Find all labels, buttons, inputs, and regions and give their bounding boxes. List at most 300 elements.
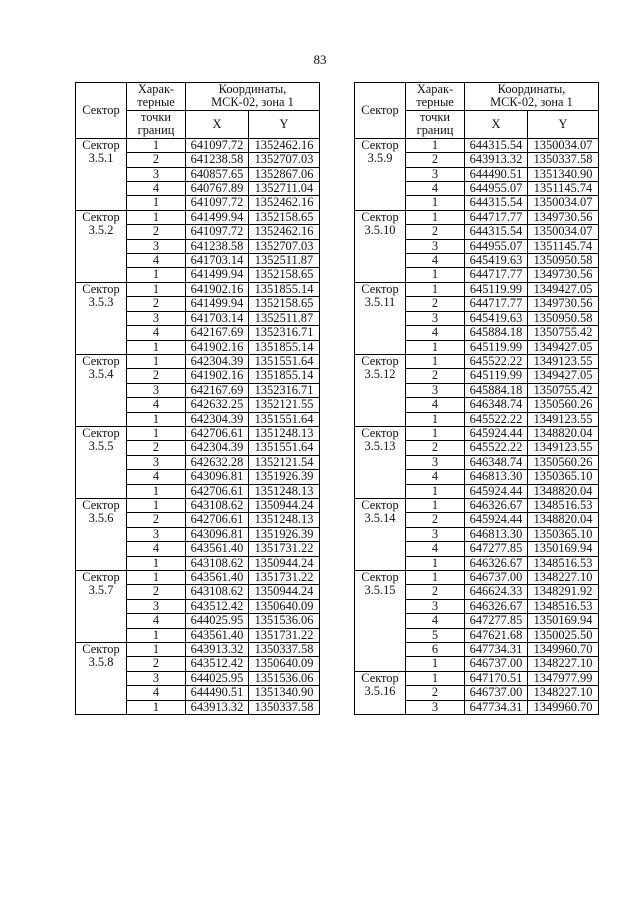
point-number: 1: [406, 412, 465, 426]
coord-x: 641238.58: [186, 239, 249, 253]
coord-y: 1351248.13: [249, 513, 320, 527]
header-points: [127, 83, 186, 111]
coord-y: 1351855.14: [249, 340, 320, 354]
table-row: [76, 210, 320, 224]
coord-x: 640857.65: [186, 167, 249, 181]
point-number: 3: [127, 599, 186, 613]
point-number: 1: [406, 282, 465, 296]
header-points-cont: [406, 110, 465, 138]
header-points: [406, 83, 465, 111]
sector-number: 3.5.8: [88, 655, 114, 670]
header-points-line4: границ: [416, 123, 454, 138]
header-x: X: [186, 110, 249, 138]
coord-y: 1348820.04: [528, 426, 599, 440]
table-row: [355, 138, 599, 152]
point-number: 3: [127, 671, 186, 685]
point-number: 4: [127, 686, 186, 700]
sector-word: Сектор: [361, 209, 399, 224]
sector-word: Сектор: [82, 209, 120, 224]
coord-y: 1351248.13: [249, 426, 320, 440]
coord-x: 645119.99: [465, 340, 528, 354]
sector-word: Сектор: [82, 497, 120, 512]
coord-x: 641499.94: [186, 297, 249, 311]
coord-y: 1350944.24: [249, 498, 320, 512]
point-number: 1: [406, 268, 465, 282]
point-number: 4: [406, 614, 465, 628]
coord-x: 645884.18: [465, 326, 528, 340]
coord-y: 1352511.87: [249, 254, 320, 268]
point-number: 2: [127, 369, 186, 383]
coord-y: 1350025.50: [528, 628, 599, 642]
coord-y: 1350034.07: [528, 196, 599, 210]
sector-cell: [76, 571, 127, 643]
sector-cell: [355, 426, 406, 498]
coord-y: 1351855.14: [249, 282, 320, 296]
table-row: [76, 498, 320, 512]
coord-x: 642706.61: [186, 513, 249, 527]
header-y: Y: [528, 110, 599, 138]
table-row: [76, 138, 320, 152]
header-coords: [186, 83, 320, 111]
coord-y: 1350950.58: [528, 311, 599, 325]
coord-y: 1350640.09: [249, 657, 320, 671]
coord-x: 646326.67: [465, 498, 528, 512]
table-row: [355, 498, 599, 512]
point-number: 4: [406, 326, 465, 340]
point-number: 3: [406, 700, 465, 714]
coord-x: 643096.81: [186, 527, 249, 541]
point-number: 4: [406, 398, 465, 412]
coord-x: 645419.63: [465, 254, 528, 268]
coord-y: 1349427.05: [528, 282, 599, 296]
sector-number: 3.5.9: [367, 151, 393, 166]
sector-cell: [76, 210, 127, 282]
coord-y: 1351248.13: [249, 484, 320, 498]
coord-y: 1350950.58: [528, 254, 599, 268]
point-number: 1: [406, 138, 465, 152]
table-body-left: [76, 138, 320, 714]
sector-number: 3.5.13: [364, 439, 396, 454]
coord-x: 641703.14: [186, 311, 249, 325]
sector-word: Сектор: [82, 137, 120, 152]
coord-y: 1350640.09: [249, 599, 320, 613]
sector-word: Сектор: [361, 137, 399, 152]
sector-number: 3.5.4: [88, 367, 114, 382]
coord-y: 1351551.64: [249, 412, 320, 426]
coord-x: 646737.00: [465, 686, 528, 700]
point-number: 3: [406, 527, 465, 541]
point-number: 1: [127, 643, 186, 657]
coord-x: 643561.40: [186, 542, 249, 556]
coord-x: 641902.16: [186, 369, 249, 383]
point-number: 6: [406, 643, 465, 657]
point-number: 1: [127, 340, 186, 354]
sector-number: 3.5.5: [88, 439, 114, 454]
coord-x: 644717.77: [465, 297, 528, 311]
coord-x: 645522.22: [465, 441, 528, 455]
point-number: 4: [406, 470, 465, 484]
coord-y: 1350034.07: [528, 225, 599, 239]
point-number: 2: [127, 153, 186, 167]
coord-y: 1351340.90: [249, 686, 320, 700]
point-number: 3: [127, 527, 186, 541]
sector-number: 3.5.16: [364, 684, 396, 699]
sector-word: Сектор: [361, 425, 399, 440]
header-sector: Сектор: [355, 83, 406, 139]
coord-y: 1350337.58: [528, 153, 599, 167]
sector-number: 3.5.2: [88, 223, 114, 238]
sector-word: Сектор: [361, 497, 399, 512]
sector-cell: [355, 138, 406, 210]
coord-x: 644955.07: [465, 182, 528, 196]
sector-word: Сектор: [361, 570, 399, 584]
coord-y: 1351340.90: [528, 167, 599, 181]
table-body-right: [355, 138, 599, 714]
coord-x: 642706.61: [186, 426, 249, 440]
coord-y: 1351551.64: [249, 354, 320, 368]
coord-x: 641499.94: [186, 268, 249, 282]
sector-word: Сектор: [82, 425, 120, 440]
coord-x: 641097.72: [186, 138, 249, 152]
point-number: 1: [406, 196, 465, 210]
sector-number: 3.5.10: [364, 223, 396, 238]
coord-x: 641902.16: [186, 282, 249, 296]
page-number: 83: [313, 52, 327, 67]
point-number: 1: [127, 412, 186, 426]
table-row: [355, 426, 599, 440]
header-points-line2: терные: [137, 95, 175, 110]
coord-y: 1351731.22: [249, 542, 320, 556]
coord-y: 1352867.06: [249, 167, 320, 181]
coord-y: 1349123.55: [528, 441, 599, 455]
point-number: 4: [406, 542, 465, 556]
coord-x: 642632.25: [186, 398, 249, 412]
coord-y: 1352121.54: [249, 455, 320, 469]
point-number: 3: [127, 239, 186, 253]
coord-x: 645119.99: [465, 282, 528, 296]
coord-x: 646326.67: [465, 599, 528, 613]
coord-y: 1348820.04: [528, 513, 599, 527]
coordinates-table-left: [75, 82, 320, 715]
coord-y: 1349730.56: [528, 210, 599, 224]
header-points-line2: терные: [416, 95, 454, 110]
point-number: 2: [127, 513, 186, 527]
coord-y: 1350169.94: [528, 542, 599, 556]
sector-number: 3.5.12: [364, 367, 396, 382]
coord-y: 1350560.26: [528, 398, 599, 412]
coord-x: 645924.44: [465, 426, 528, 440]
coord-y: 1350944.24: [249, 585, 320, 599]
point-number: 1: [127, 268, 186, 282]
coord-y: 1348227.10: [528, 571, 599, 585]
sector-cell: [355, 210, 406, 282]
header-points-line1: Харак-: [416, 82, 454, 96]
coord-x: 643913.32: [186, 643, 249, 657]
sector-cell: [355, 498, 406, 570]
coord-x: 647734.31: [465, 643, 528, 657]
header-coords-line1: Координаты,: [497, 82, 566, 96]
coord-y: 1351536.06: [249, 614, 320, 628]
point-number: 3: [127, 167, 186, 181]
point-number: 2: [406, 153, 465, 167]
coord-y: 1350034.07: [528, 138, 599, 152]
header-points-line1: Харак-: [137, 82, 175, 96]
point-number: 1: [406, 426, 465, 440]
sector-cell: [76, 426, 127, 498]
coord-y: 1350365.10: [528, 470, 599, 484]
coord-x: 645924.44: [465, 513, 528, 527]
table-row: [76, 282, 320, 296]
coord-y: 1350944.24: [249, 556, 320, 570]
coordinates-table-right: [354, 82, 599, 715]
point-number: 1: [127, 628, 186, 642]
point-number: 2: [406, 225, 465, 239]
header-y: Y: [249, 110, 320, 138]
point-number: 1: [127, 354, 186, 368]
coord-y: 1349960.70: [528, 643, 599, 657]
coord-x: 643561.40: [186, 571, 249, 585]
sector-number: 3.5.1: [88, 151, 114, 166]
point-number: 2: [406, 686, 465, 700]
coord-y: 1350755.42: [528, 326, 599, 340]
point-number: 1: [406, 671, 465, 685]
coord-y: 1347977.99: [528, 671, 599, 685]
point-number: 2: [127, 585, 186, 599]
coord-x: 646624.33: [465, 585, 528, 599]
point-number: 1: [127, 426, 186, 440]
coord-x: 647170.51: [465, 671, 528, 685]
point-number: 4: [127, 470, 186, 484]
coord-y: 1352711.04: [249, 182, 320, 196]
sector-word: Сектор: [82, 353, 120, 368]
coord-y: 1352462.16: [249, 138, 320, 152]
point-number: 3: [406, 311, 465, 325]
point-number: 4: [127, 254, 186, 268]
coord-y: 1352158.65: [249, 268, 320, 282]
coord-y: 1350560.26: [528, 455, 599, 469]
point-number: 3: [127, 383, 186, 397]
header-points-cont: [127, 110, 186, 138]
point-number: 4: [127, 182, 186, 196]
coord-x: 640767.89: [186, 182, 249, 196]
coord-x: 644490.51: [465, 167, 528, 181]
point-number: 1: [127, 556, 186, 570]
table-row: [76, 643, 320, 657]
coord-x: 643512.42: [186, 599, 249, 613]
coord-y: 1348291.92: [528, 585, 599, 599]
sector-word: Сектор: [361, 281, 399, 296]
point-number: 1: [406, 498, 465, 512]
sector-word: Сектор: [82, 281, 120, 296]
coord-x: 641097.72: [186, 196, 249, 210]
coord-x: 642167.69: [186, 326, 249, 340]
coord-y: 1351731.22: [249, 628, 320, 642]
point-number: 1: [406, 571, 465, 585]
sector-number: 3.5.6: [88, 511, 114, 526]
coord-y: 1352707.03: [249, 153, 320, 167]
coord-x: 646348.74: [465, 455, 528, 469]
coord-x: 647277.85: [465, 614, 528, 628]
point-number: 4: [127, 542, 186, 556]
coord-y: 1352511.87: [249, 311, 320, 325]
point-number: 2: [127, 225, 186, 239]
point-number: 2: [127, 657, 186, 671]
point-number: 3: [406, 455, 465, 469]
coord-y: 1351731.22: [249, 571, 320, 585]
sector-cell: [76, 643, 127, 715]
header-points-line3: точки: [140, 109, 171, 124]
coord-x: 643913.32: [186, 700, 249, 714]
coord-x: 646737.00: [465, 571, 528, 585]
table-row: [355, 282, 599, 296]
coord-y: 1351551.64: [249, 441, 320, 455]
point-number: 1: [406, 657, 465, 671]
sector-cell: [76, 498, 127, 570]
table-row: [76, 354, 320, 368]
coord-x: 645924.44: [465, 484, 528, 498]
point-number: 2: [406, 585, 465, 599]
coord-x: 641238.58: [186, 153, 249, 167]
header-x: X: [465, 110, 528, 138]
coord-x: 643108.62: [186, 556, 249, 570]
coord-x: 646326.67: [465, 556, 528, 570]
coord-x: 646813.30: [465, 470, 528, 484]
sector-cell: [76, 354, 127, 426]
sector-word: Сектор: [82, 570, 120, 584]
header-coords-line1: Координаты,: [218, 82, 287, 96]
coord-y: 1348227.10: [528, 657, 599, 671]
table-row: [76, 571, 320, 585]
header-coords-line2: МСК-02, зона 1: [211, 95, 294, 110]
coord-y: 1352316.71: [249, 326, 320, 340]
point-number: 4: [406, 182, 465, 196]
point-number: 1: [127, 700, 186, 714]
coord-y: 1351145.74: [528, 239, 599, 253]
header-coords: [465, 83, 599, 111]
coord-x: 643108.62: [186, 585, 249, 599]
sector-cell: [76, 138, 127, 210]
sector-word: Сектор: [361, 670, 399, 685]
coord-x: 644955.07: [465, 239, 528, 253]
coord-y: 1350337.58: [249, 643, 320, 657]
coord-y: 1350755.42: [528, 383, 599, 397]
coord-y: 1352462.16: [249, 196, 320, 210]
coord-y: 1349960.70: [528, 700, 599, 714]
sector-number: 3.5.3: [88, 295, 114, 310]
coord-x: 642304.39: [186, 441, 249, 455]
sector-cell: [355, 354, 406, 426]
point-number: 2: [406, 513, 465, 527]
coord-x: 642304.39: [186, 412, 249, 426]
coord-x: 643108.62: [186, 498, 249, 512]
point-number: 3: [406, 239, 465, 253]
coord-x: 647621.68: [465, 628, 528, 642]
header-points-line4: границ: [137, 123, 175, 138]
header-coords-line2: МСК-02, зона 1: [490, 95, 573, 110]
sector-cell: [355, 671, 406, 714]
coord-y: 1351926.39: [249, 527, 320, 541]
coord-x: 645522.22: [465, 354, 528, 368]
point-number: 1: [127, 498, 186, 512]
coord-x: 646348.74: [465, 398, 528, 412]
point-number: 1: [127, 484, 186, 498]
point-number: 2: [127, 441, 186, 455]
point-number: 4: [127, 398, 186, 412]
point-number: 1: [406, 354, 465, 368]
point-number: 1: [406, 210, 465, 224]
coord-x: 642632.28: [186, 455, 249, 469]
coord-y: 1352158.65: [249, 210, 320, 224]
coord-x: 641097.72: [186, 225, 249, 239]
coord-x: 645119.99: [465, 369, 528, 383]
point-number: 1: [127, 196, 186, 210]
coord-y: 1351926.39: [249, 470, 320, 484]
coord-x: 644717.77: [465, 210, 528, 224]
coord-y: 1349730.56: [528, 297, 599, 311]
sector-number: 3.5.7: [88, 583, 114, 598]
point-number: 1: [127, 282, 186, 296]
coord-x: 646813.30: [465, 527, 528, 541]
point-number: 4: [406, 254, 465, 268]
coord-x: 644315.54: [465, 225, 528, 239]
point-number: 2: [406, 369, 465, 383]
sector-number: 3.5.15: [364, 583, 396, 598]
coord-y: 1350365.10: [528, 527, 599, 541]
point-number: 1: [127, 138, 186, 152]
point-number: 2: [406, 297, 465, 311]
coord-y: 1348516.53: [528, 556, 599, 570]
coord-y: 1349427.05: [528, 369, 599, 383]
coord-x: 641902.16: [186, 340, 249, 354]
coord-x: 644490.51: [186, 686, 249, 700]
coord-x: 643561.40: [186, 628, 249, 642]
coord-y: 1352121.55: [249, 398, 320, 412]
coord-x: 642304.39: [186, 354, 249, 368]
point-number: 5: [406, 628, 465, 642]
coord-y: 1348820.04: [528, 484, 599, 498]
table-row: [355, 571, 599, 585]
coord-x: 642167.69: [186, 383, 249, 397]
coord-x: 644315.54: [465, 196, 528, 210]
sector-cell: [76, 282, 127, 354]
coord-x: 647277.85: [465, 542, 528, 556]
coord-x: 646737.00: [465, 657, 528, 671]
coord-x: 644315.54: [465, 138, 528, 152]
sector-word: Сектор: [361, 353, 399, 368]
point-number: 3: [406, 167, 465, 181]
point-number: 2: [406, 441, 465, 455]
coord-x: 643913.32: [465, 153, 528, 167]
point-number: 1: [127, 210, 186, 224]
coord-y: 1350337.58: [249, 700, 320, 714]
point-number: 3: [127, 311, 186, 325]
sector-cell: [355, 282, 406, 354]
sector-cell: [355, 571, 406, 672]
coord-y: 1348516.53: [528, 599, 599, 613]
coord-x: 642706.61: [186, 484, 249, 498]
point-number: 2: [127, 297, 186, 311]
point-number: 3: [127, 455, 186, 469]
table-row: [76, 426, 320, 440]
coord-y: 1352462.16: [249, 225, 320, 239]
header-points-line3: точки: [419, 109, 450, 124]
coord-x: 643096.81: [186, 470, 249, 484]
point-number: 4: [127, 326, 186, 340]
coord-y: 1349730.56: [528, 268, 599, 282]
sector-word: Сектор: [82, 642, 120, 657]
table-row: [355, 354, 599, 368]
point-number: 3: [406, 599, 465, 613]
